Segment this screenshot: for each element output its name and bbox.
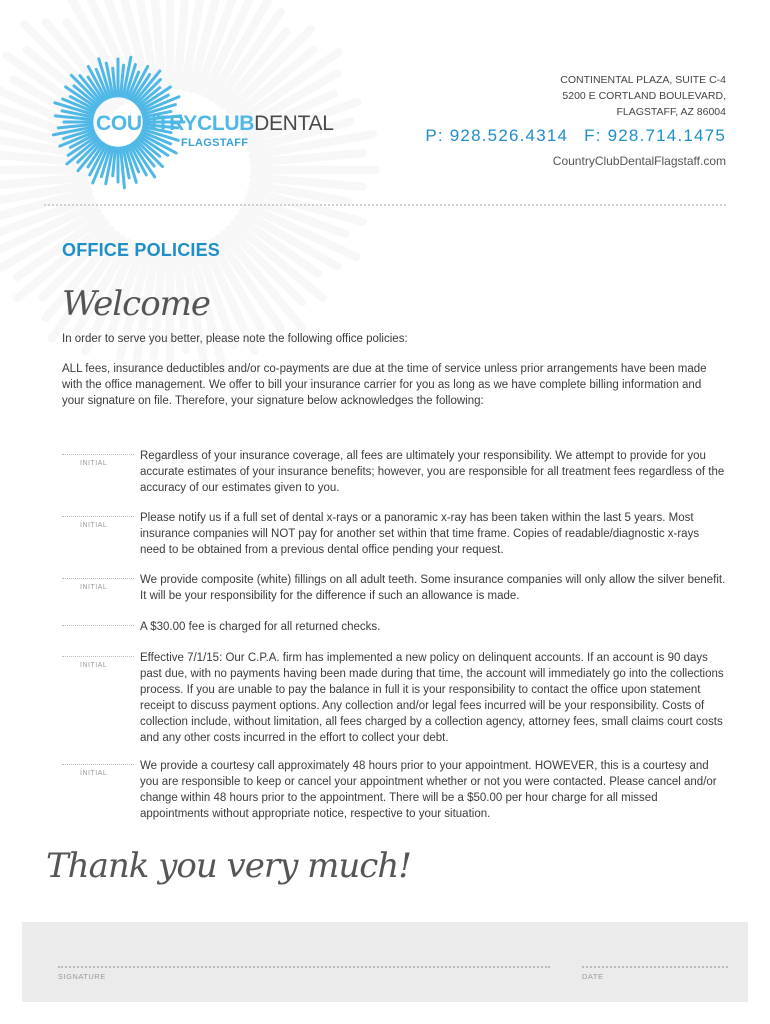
phone-fax-line bbox=[425, 126, 726, 146]
policy-item bbox=[62, 448, 730, 496]
fees-paragraph: ALL fees, insurance deductibles and/or co-payments are due at the time of service unless prior arrangements have been made with the office management. We offer to bill your insurance carrier for you as long as we have complete billing information and your signature on file. Therefore, your signature below acknowledges the following: bbox=[62, 363, 707, 407]
address-block bbox=[560, 72, 726, 120]
initial-label: INITIAL bbox=[80, 662, 108, 669]
policy-text: Effective 7/1/15: Our C.P.A. firm has implemented a new policy on delinquent accounts. If an account is 90 days past due, with no payments having been made during that time, the account will immediately go into the collections process. If you are unable to pay the balance in full it is your responsibility to contact the office upon statement receipt to discuss payment options. Any collection and/or legal fees incurred will be your responsibility. Costs of collection include, without limitation, all fees charged by a collection agency, attorney fees, small claims court costs and any other costs incurred in the effort to collect your debt. bbox=[140, 652, 724, 744]
policy-text: We provide composite (white) fillings on all adult teeth. Some insurance companies will only allow the silver benefit. It will be your responsibility for the difference if such an allowance is made. bbox=[140, 574, 726, 602]
initial-line bbox=[62, 764, 134, 765]
website-link[interactable]: CountryClubDentalFlagstaff.com bbox=[552, 154, 726, 168]
initial-line bbox=[62, 656, 134, 657]
phone-number: P: 928.526.4314 bbox=[425, 126, 569, 145]
initial-line bbox=[62, 516, 134, 517]
thank-you-script: Thank you very much! bbox=[46, 846, 411, 886]
signature-box bbox=[22, 922, 748, 1002]
initial-field[interactable] bbox=[62, 572, 136, 604]
initial-label: INITIAL bbox=[80, 522, 108, 529]
logo-location: FLAGSTAFF bbox=[181, 137, 249, 149]
initial-line bbox=[62, 454, 134, 455]
page-title: OFFICE POLICIES bbox=[62, 240, 221, 260]
header-divider bbox=[44, 204, 726, 206]
initial-field[interactable] bbox=[62, 510, 136, 558]
policy-text: Please notify us if a full set of dental x-rays or a panoramic x-ray has been taken within the last 5 years. Most insurance companies will NOT pay for another set within that time frame. Copies of readable/diagnostic x-rays need to be obtained from a previous dental office pending your request. bbox=[140, 512, 700, 556]
initial-line bbox=[62, 578, 134, 579]
address-line-3: FLAGSTAFF, AZ 86004 bbox=[616, 106, 726, 118]
policy-text: A $30.00 fee is charged for all returned checks. bbox=[140, 621, 381, 633]
initial-line bbox=[62, 625, 134, 626]
policy-item bbox=[62, 619, 730, 635]
intro-section bbox=[62, 331, 712, 423]
policy-item bbox=[62, 510, 730, 558]
policy-item bbox=[62, 650, 730, 746]
logo-name-primary: COUNTRYCLUB bbox=[96, 112, 255, 135]
address-line-2: 5200 E CORTLAND BOULEVARD, bbox=[562, 90, 726, 102]
logo-wordmark bbox=[96, 112, 334, 136]
initial-field[interactable] bbox=[62, 650, 136, 746]
address-line-1: CONTINENTAL PLAZA, SUITE C-4 bbox=[560, 74, 726, 86]
initial-label: INITIAL bbox=[80, 584, 108, 591]
fax-number: F: 928.714.1475 bbox=[584, 126, 726, 145]
signature-field[interactable] bbox=[58, 966, 550, 968]
initial-field[interactable] bbox=[62, 619, 136, 635]
policy-text: Regardless of your insurance coverage, all fees are ultimately your responsibility. We attempt to provide for you accurate estimates of your insurance benefits; however, you are responsible for all treatment fees regardless of the accuracy of our estimates given to you. bbox=[140, 450, 725, 494]
logo-name-secondary: DENTAL bbox=[254, 112, 334, 135]
policy-text: We provide a courtesy call approximately 48 hours prior to your appointment. HOWEVER, this is a courtesy and you are responsible to keep or cancel your appointment whether or not you were contacted. Please cancel and/or change within 48 hours prior to the appointment. There will be a $50.00 per hour charge for all missed appointments without appropriate notice, respective to your situation. bbox=[140, 760, 717, 820]
welcome-script: Welcome bbox=[62, 284, 211, 324]
date-label: DATE bbox=[582, 972, 604, 981]
initial-label: INITIAL bbox=[80, 460, 108, 467]
intro-text: In order to serve you better, please note the following office policies: bbox=[62, 333, 408, 345]
initial-field[interactable] bbox=[62, 758, 136, 822]
logo bbox=[48, 52, 348, 192]
signature-label: SIGNATURE bbox=[58, 972, 106, 981]
initial-label: INITIAL bbox=[80, 770, 108, 777]
date-field[interactable] bbox=[582, 966, 728, 968]
policy-item bbox=[62, 758, 730, 822]
initial-field[interactable] bbox=[62, 448, 136, 496]
policy-item bbox=[62, 572, 730, 604]
